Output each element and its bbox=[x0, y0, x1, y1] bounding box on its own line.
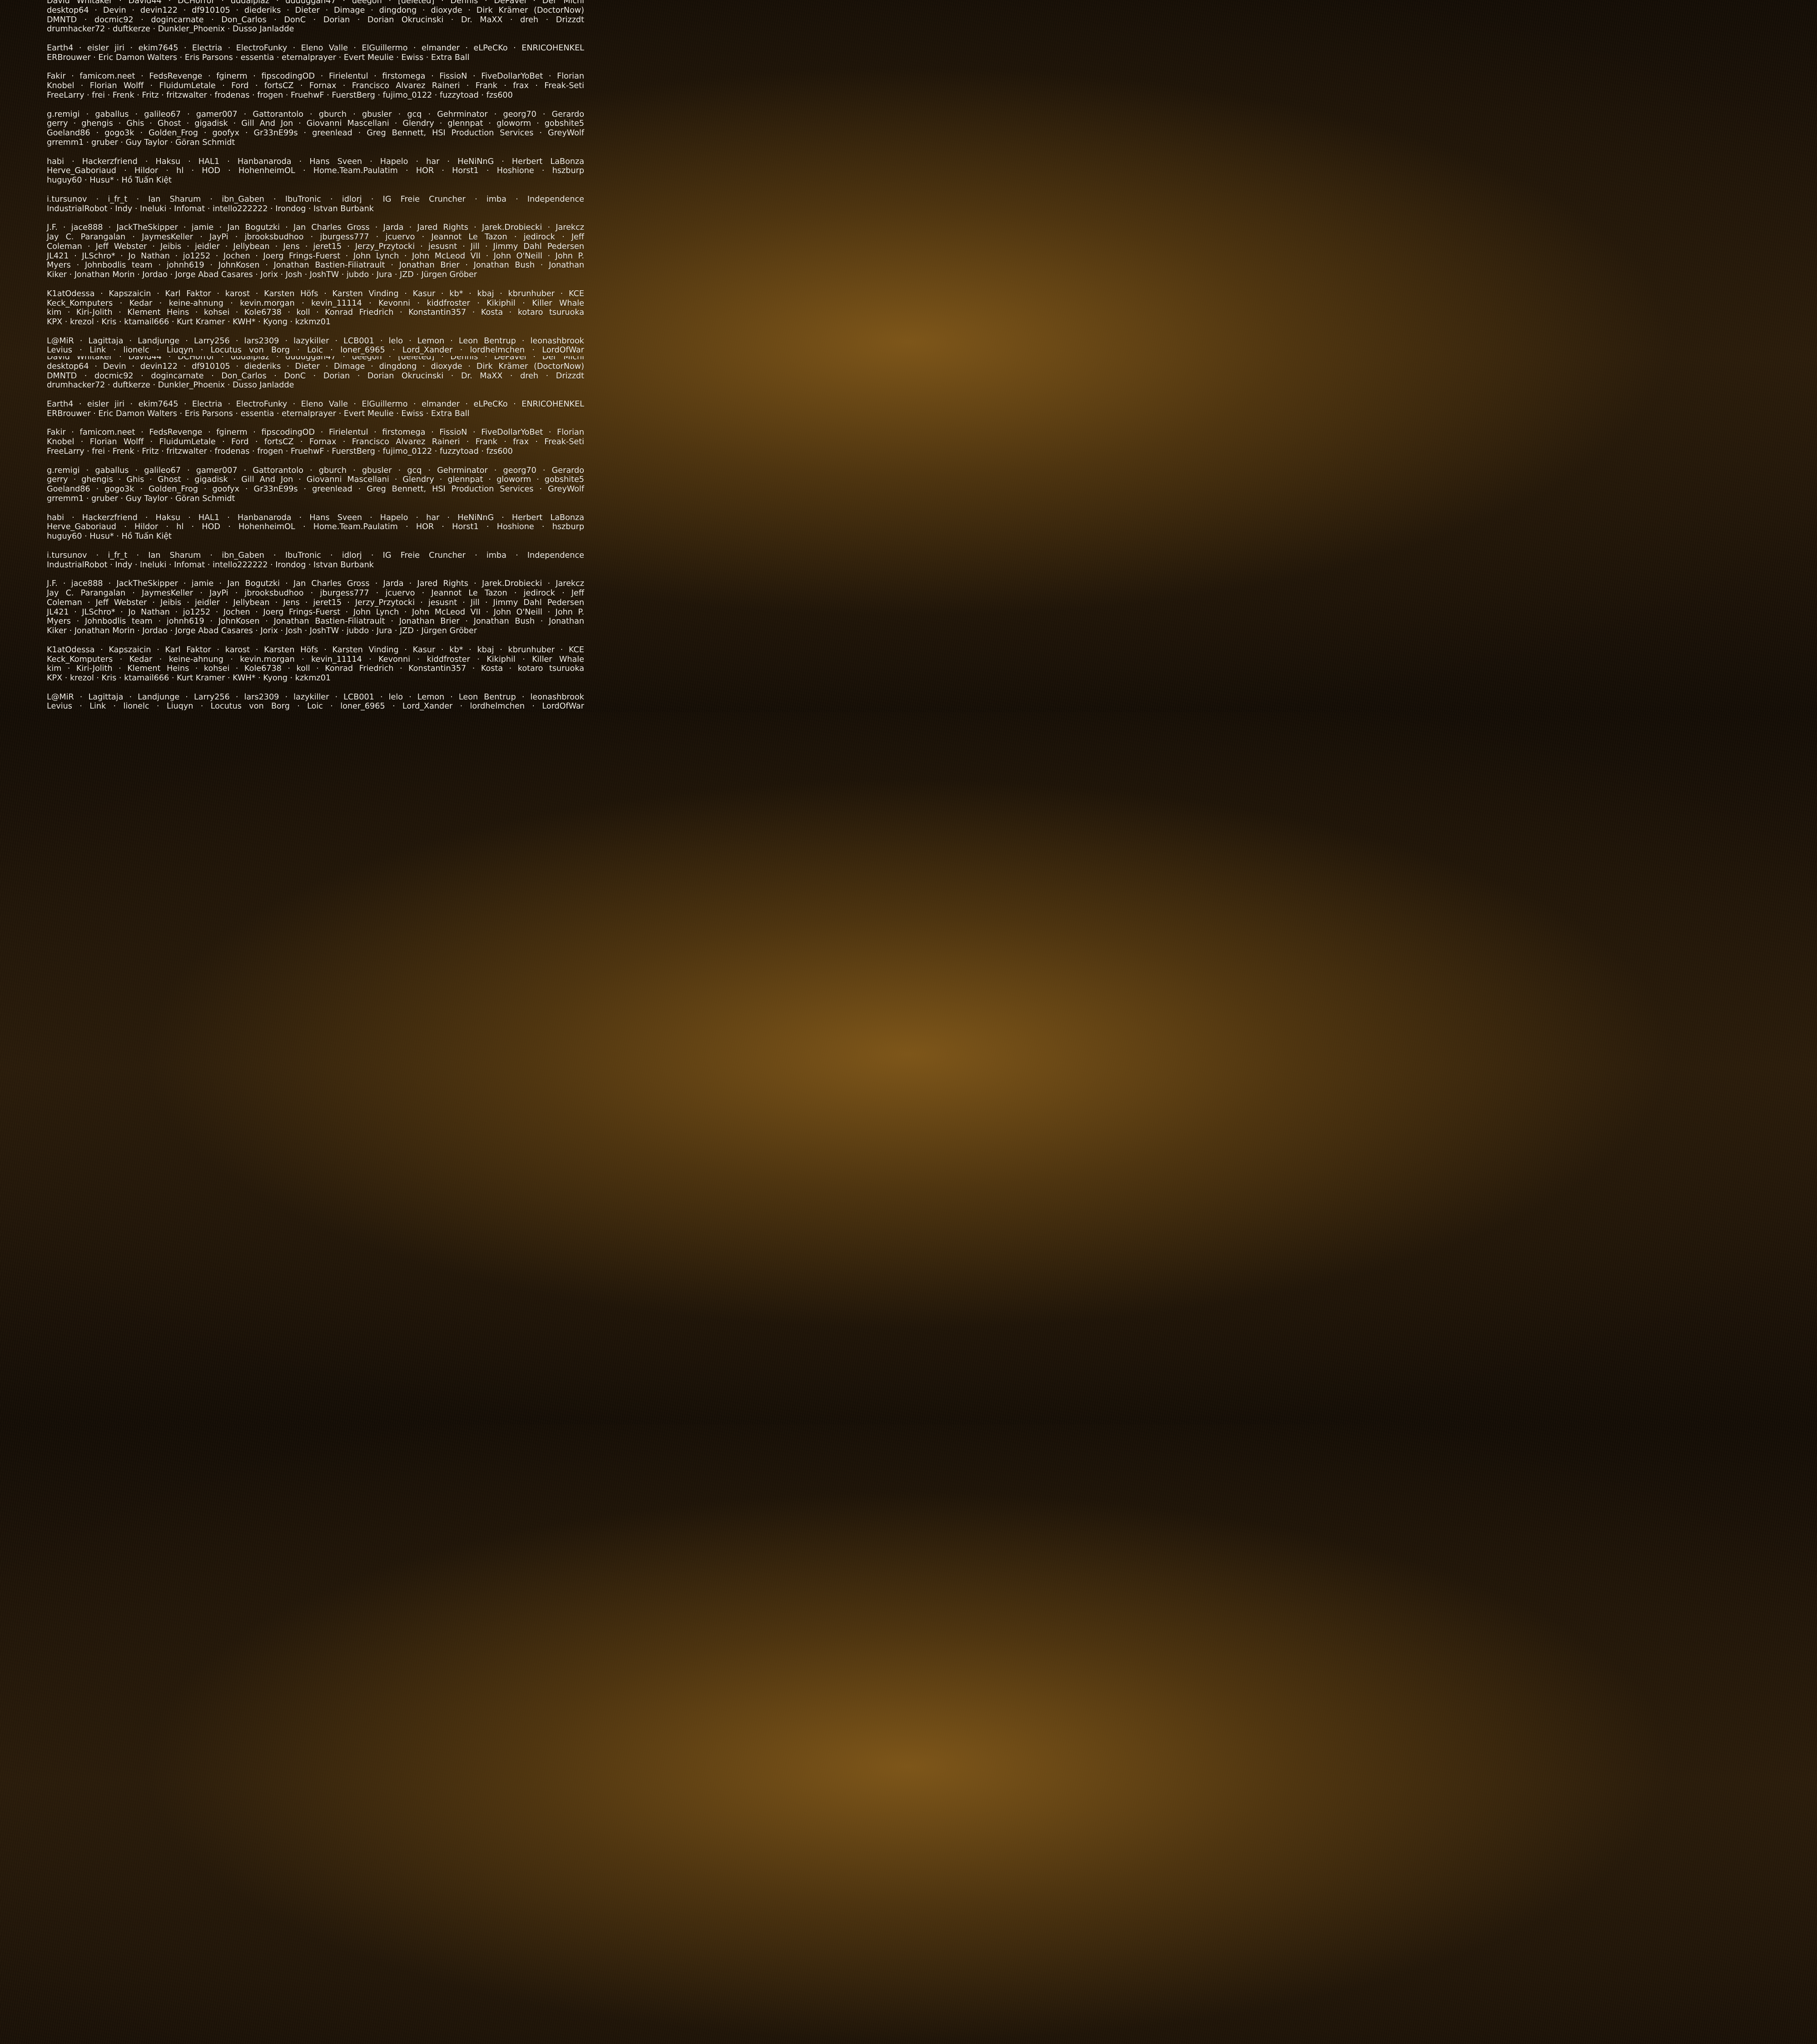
credits-line: i.tursunov · i_fr_t · Ian Sharum · ibn_Gaben · IbuTronic · idlorj · IG Freie Cruncher · imba · Independence bbox=[47, 195, 584, 204]
credits-line: gerry · ghengis · Ghis · Ghost · gigadisk · Gill And Jon · Giovanni Mascellani · Glendry · glennpat · gloworm · gobshite5 bbox=[47, 119, 584, 129]
credits-line: grremm1 · gruber · Guy Taylor · Göran Schmidt bbox=[47, 494, 584, 504]
credits-line: Keck_Komputers · Kedar · keine-ahnung · kevin.morgan · kevin_11114 · Kevonni · kiddfroster · Kikiphil · Killer Whale bbox=[47, 299, 584, 308]
credits-line: Fakir · famicom.neet · FedsRevenge · fginerm · fipscodingOD · Firielentul · firstomega · FissioN · FiveDollarYoBet · Florian bbox=[47, 72, 584, 81]
credits-line: Goeland86 · gogo3k · Golden_Frog · goofyx · Gr33nE99s · greenlead · Greg Bennett, HSI Production Services · GreyWolf bbox=[47, 485, 584, 494]
credits-line: K1atOdessa · Kapszaicin · Karl Faktor · karost · Karsten Höfs · Karsten Vinding · Kasur · kb* · kbaj · kbrunhuber · KCE bbox=[47, 289, 584, 299]
credits-line: Fakir · famicom.neet · FedsRevenge · fginerm · fipscodingOD · Firielentul · firstomega · FissioN · FiveDollarYoBet · Florian bbox=[47, 428, 584, 437]
credits-line: Keck_Komputers · Kedar · keine-ahnung · kevin.morgan · kevin_11114 · Kevonni · kiddfroster · Kikiphil · Killer Whale bbox=[47, 655, 584, 665]
credits-line: g.remigi · gaballus · galileo67 · gamer007 · Gattorantolo · gburch · gbusler · gcq · Gehrminator · georg70 · Gerardo bbox=[47, 110, 584, 119]
credits-line: g.remigi · gaballus · galileo67 · gamer007 · Gattorantolo · gburch · gbusler · gcq · Gehrminator · georg70 · Gerardo bbox=[47, 466, 584, 476]
credits-line: kim · Kiri-Jolith · Klement Heins · kohsei · Kole6738 · koll · Konrad Friedrich · Konstantin357 · Kosta · kotaro tsuruoka bbox=[47, 308, 584, 318]
credits-line: Earth4 · eisler jiri · ekim7645 · Electria · ElectroFunky · Eleno Valle · ElGuillermo · elmander · eLPeCKo · ENRICOHENKEL bbox=[47, 400, 584, 409]
credits-line: JL421 · JLSchro* · Jo Nathan · jo1252 · Jochen · Joerg Frings-Fuerst · John Lynch · John McLeod VII · John O'Neill · John P. bbox=[47, 252, 584, 261]
credits-line: J.F. · jace888 · JackTheSkipper · jamie · Jan Bogutzki · Jan Charles Gross · Jarda · Jared Rights · Jarek.Drobiecki · Jarekcz bbox=[47, 579, 584, 589]
credits-line: Herve_Gaboriaud · Hildor · hl · HOD · HohenheimOL · Home.Team.Paulatim · HOR · Horst1 · Hoshione · hszburp bbox=[47, 166, 584, 176]
credits-line: KPX · krezol · Kris · ktamail666 · Kurt Kramer · KWH* · Kyong · kzkmz01 bbox=[47, 674, 584, 683]
credits-line: JL421 · JLSchro* · Jo Nathan · jo1252 · Jochen · Joerg Frings-Fuerst · John Lynch · John McLeod VII · John O'Neill · John P. bbox=[47, 608, 584, 617]
credits-line: kim · Kiri-Jolith · Klement Heins · kohsei · Kole6738 · koll · Konrad Friedrich · Konstantin357 · Kosta · kotaro tsuruoka bbox=[47, 664, 584, 674]
credits-line: habi · Hackerzfriend · Haksu · HAL1 · Hanbanaroda · Hans Sveen · Hapelo · har · HeNiNnG · Herbert LaBonza bbox=[47, 513, 584, 523]
credits-line: J.F. · jace888 · JackTheSkipper · jamie · Jan Bogutzki · Jan Charles Gross · Jarda · Jared Rights · Jarek.Drobiecki · Jarekcz bbox=[47, 223, 584, 233]
credits-line: DMNTD · docmic92 · dogincarnate · Don_Carlos · DonC · Dorian · Dorian Okrucinski · Dr. MaXX · dreh · Drizzdt bbox=[47, 372, 584, 381]
credits-line: grremm1 · gruber · Guy Taylor · Göran Schmidt bbox=[47, 138, 584, 148]
credits-line: gerry · ghengis · Ghis · Ghost · gigadisk · Gill And Jon · Giovanni Mascellani · Glendry · glennpat · gloworm · gobshite5 bbox=[47, 475, 584, 485]
credits-line: huguy60 · Husu* · Hồ Tuấn Kiệt bbox=[47, 532, 584, 541]
credits-line: Knobel · Florian Wolff · FluidumLetale · Ford · fortsCZ · Fornax · Francisco Alvarez Raineri · Frank · frax · Freak-Seti bbox=[47, 437, 584, 447]
credits-line: Kiker · Jonathan Morin · Jordao · Jorge Abad Casares · Jorix · Josh · JoshTW · jubdo · Jura · JZD · Jürgen Gröber bbox=[47, 270, 584, 280]
credits-line: Myers · Johnbodlis team · johnh619 · JohnKosen · Jonathan Bastien-Filiatrault · Jonathan Brier · Jonathan Bush · Jonathan bbox=[47, 261, 584, 270]
credits-line: L@MiR · Lagittaja · Landjunge · Larry256 · lars2309 · lazykiller · LCB001 · lelo · Lemon · Leon Bentrup · leonashbrook bbox=[47, 693, 584, 702]
credits-line: Goeland86 · gogo3k · Golden_Frog · goofyx · Gr33nE99s · greenlead · Greg Bennett, HSI Production Services · GreyWolf bbox=[47, 129, 584, 138]
credits-line: L@MiR · Lagittaja · Landjunge · Larry256 · lars2309 · lazykiller · LCB001 · lelo · Lemon · Leon Bentrup · leonashbrook bbox=[47, 337, 584, 346]
credits-line: ERBrouwer · Eric Damon Walters · Eris Parsons · essentia · eternalprayer · Evert Meulie · Ewiss · Extra Ball bbox=[47, 409, 584, 419]
credits-line: desktop64 · Devin · devin122 · df910105 · diederiks · Dieter · Dimage · dingdong · dioxyde · Dirk Krämer (DoctorNow) bbox=[47, 362, 584, 372]
credits-line: drumhacker72 · duftkerze · Dunkler_Phoenix · Dusso Janladde bbox=[47, 381, 584, 390]
credits-line: Knobel · Florian Wolff · FluidumLetale · Ford · fortsCZ · Fornax · Francisco Alvarez Raineri · Frank · frax · Freak-Seti bbox=[47, 81, 584, 91]
credits-line: Coleman · Jeff Webster · Jeibis · jeidler · Jellybean · Jens · jeret15 · Jerzy_Przytocki · jesusnt · Jill · Jimmy Dahl Pedersen bbox=[47, 242, 584, 252]
credits-line: desktop64 · Devin · devin122 · df910105 · diederiks · Dieter · Dimage · dingdong · dioxyde · Dirk Krämer (DoctorNow) bbox=[47, 6, 584, 15]
credits-line: David Whitaker · David44 · DCHorror · dddalpiaz · ddduggan47 · deegon · [deleted] · Dennis · DePavel · Der Michl bbox=[47, 356, 584, 362]
credits-line: Jay C. Parangalan · JaymesKeller · JayPi · jbrooksbudhoo · jburgess777 · jcuervo · Jeannot Le Tazon · jedirock · Jeff bbox=[47, 233, 584, 242]
credits-line: ERBrouwer · Eric Damon Walters · Eris Parsons · essentia · eternalprayer · Evert Meulie · Ewiss · Extra Ball bbox=[47, 53, 584, 63]
credits-line: David Whitaker · David44 · DCHorror · dddalpiaz · ddduggan47 · deegon · [deleted] · Dennis · DePavel · Der Michl bbox=[47, 0, 584, 6]
credits-line: Coleman · Jeff Webster · Jeibis · jeidler · Jellybean · Jens · jeret15 · Jerzy_Przytocki · jesusnt · Jill · Jimmy Dahl Pedersen bbox=[47, 598, 584, 608]
credits-line: DMNTD · docmic92 · dogincarnate · Don_Carlos · DonC · Dorian · Dorian Okrucinski · Dr. MaXX · dreh · Drizzdt bbox=[47, 15, 584, 25]
credits-line: FreeLarry · frei · Frenk · Fritz · fritzwalter · frodenas · frogen · FruehwF · FuerstBerg · fujimo_0122 · fuzzytoad · fzs600 bbox=[47, 91, 584, 100]
credits-line: habi · Hackerzfriend · Haksu · HAL1 · Hanbanaroda · Hans Sveen · Hapelo · har · HeNiNnG · Herbert LaBonza bbox=[47, 157, 584, 167]
credits-line: FreeLarry · frei · Frenk · Fritz · fritzwalter · frodenas · frogen · FruehwF · FuerstBerg · fujimo_0122 · fuzzytoad · fzs600 bbox=[47, 447, 584, 456]
credits-line: drumhacker72 · duftkerze · Dunkler_Phoenix · Dusso Janladde bbox=[47, 25, 584, 34]
credits-line: Myers · Johnbodlis team · johnh619 · JohnKosen · Jonathan Bastien-Filiatrault · Jonathan Brier · Jonathan Bush · Jonathan bbox=[47, 617, 584, 626]
credits-line: i.tursunov · i_fr_t · Ian Sharum · ibn_Gaben · IbuTronic · idlorj · IG Freie Cruncher · imba · Independence bbox=[47, 551, 584, 561]
credits-line: huguy60 · Husu* · Hồ Tuấn Kiệt bbox=[47, 176, 584, 185]
credits-line: K1atOdessa · Kapszaicin · Karl Faktor · karost · Karsten Höfs · Karsten Vinding · Kasur · kb* · kbaj · kbrunhuber · KCE bbox=[47, 645, 584, 655]
credits-line: IndustrialRobot · Indy · Ineluki · Infomat · intello222222 · Irondog · Istvan Burbank bbox=[47, 561, 584, 570]
credits-line: KPX · krezol · Kris · ktamail666 · Kurt Kramer · KWH* · Kyong · kzkmz01 bbox=[47, 318, 584, 327]
credits-line: Jay C. Parangalan · JaymesKeller · JayPi · jbrooksbudhoo · jburgess777 · jcuervo · Jeannot Le Tazon · jedirock · Jeff bbox=[47, 589, 584, 598]
credits-line: Kiker · Jonathan Morin · Jordao · Jorge Abad Casares · Jorix · Josh · JoshTW · jubdo · Jura · JZD · Jürgen Gröber bbox=[47, 626, 584, 636]
credits-line: Levius · Link · lionelc · Liuqyn · Locutus von Borg · Loic · loner_6965 · Lord_Xander · lordhelmchen · LordOfWar bbox=[47, 702, 584, 711]
credits-line: Earth4 · eisler jiri · ekim7645 · Electria · ElectroFunky · Eleno Valle · ElGuillermo · elmander · eLPeCKo · ENRICOHENKEL bbox=[47, 44, 584, 53]
credits-line: IndustrialRobot · Indy · Ineluki · Infomat · intello222222 · Irondog · Istvan Burbank bbox=[47, 204, 584, 214]
credits-line: Levius · Link · lionelc · Liuqyn · Locutus von Borg · Loic · loner_6965 · Lord_Xander · lordhelmchen · LordOfWar bbox=[47, 346, 584, 355]
credits-line: Herve_Gaboriaud · Hildor · hl · HOD · HohenheimOL · Home.Team.Paulatim · HOR · Horst1 · Hoshione · hszburp bbox=[47, 522, 584, 532]
